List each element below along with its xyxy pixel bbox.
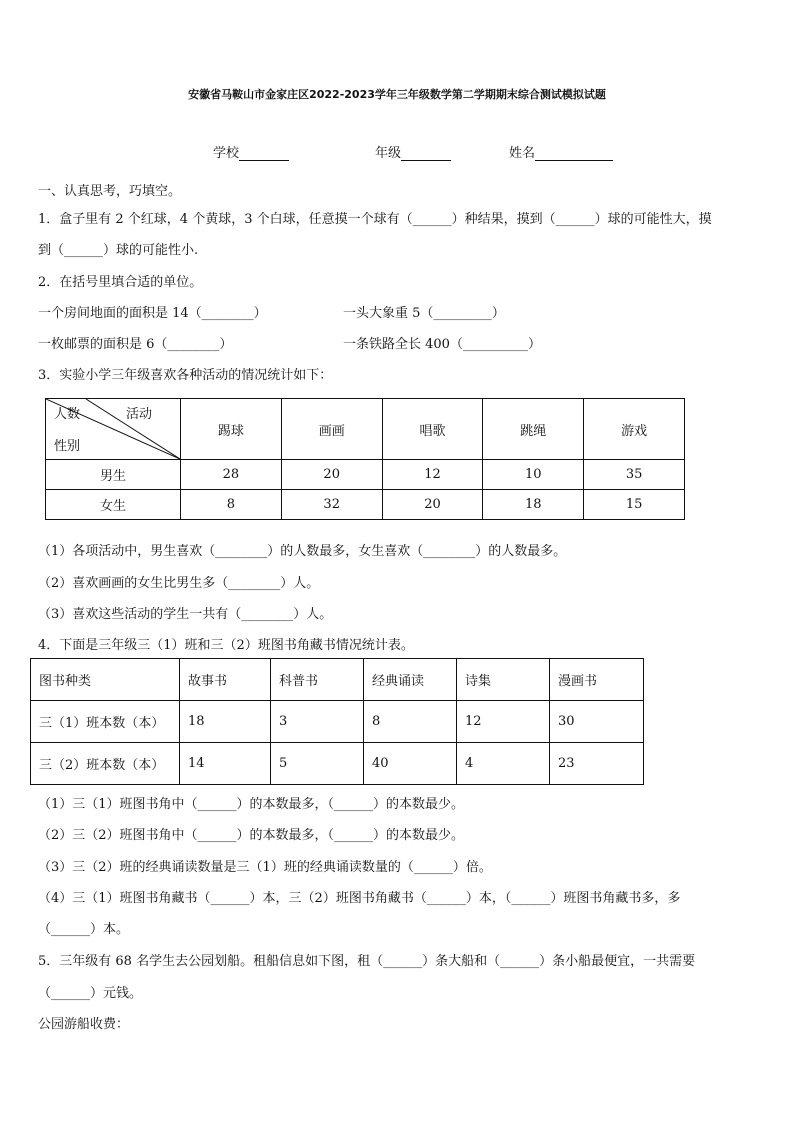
book-table bbox=[30, 658, 644, 785]
header-cell: 唱歌 bbox=[382, 399, 483, 460]
q2-c: 一枚邮票的面积是 6（________） bbox=[38, 337, 233, 352]
table-cell: 40 bbox=[364, 743, 457, 785]
table-cell: 18 bbox=[483, 490, 584, 520]
q2-stem: 2．在括号里填合适的单位。 bbox=[38, 275, 203, 290]
grade-blank[interactable] bbox=[401, 146, 451, 161]
table-cell: 8 bbox=[181, 490, 282, 520]
q4-stem: 4．下面是三年级三（1）班和三（2）班图书角藏书情况统计表。 bbox=[38, 638, 414, 653]
header-cell: 故事书 bbox=[180, 659, 271, 701]
header-cell: 游戏 bbox=[584, 399, 685, 460]
school-blank[interactable] bbox=[239, 146, 289, 161]
table-cell: 18 bbox=[180, 701, 271, 743]
q3-sub-2: （2）喜欢画画的女生比男生多（________）人。 bbox=[38, 576, 320, 591]
table-cell: 8 bbox=[364, 701, 457, 743]
school-label: 学校 bbox=[213, 146, 240, 161]
q2-b: 一头大象重 5（_________） bbox=[343, 306, 505, 321]
name-field[interactable] bbox=[509, 142, 613, 161]
q5-line-1: 5．三年级有 68 名学生去公园划船。租船信息如下图，租（______）条大船和（______）条小船最便宜，一共需要 bbox=[38, 954, 696, 969]
q4-sub-2: （2）三（2）班图书角中（______）的本数最多，（______）的本数最少。 bbox=[38, 828, 465, 843]
table-cell: 20 bbox=[281, 460, 382, 490]
q4-sub-3: （3）三（2）班的经典诵读数量是三（1）班的经典诵读数量的（______）倍。 bbox=[38, 860, 492, 875]
header-cell: 画画 bbox=[281, 399, 382, 460]
q1-line-1: 1．盒子里有 2 个红球，4 个黄球，3 个白球，任意摸一个球有（______）种结果，摸到（______）球的可能性大，摸 bbox=[38, 212, 712, 227]
header-cell: 漫画书 bbox=[550, 659, 644, 701]
header-cell: 经典诵读 bbox=[364, 659, 457, 701]
table-cell: 5 bbox=[271, 743, 364, 785]
q3-sub-1: （1）各项活动中，男生喜欢（________）的人数最多，女生喜欢（________）的人数最多。 bbox=[38, 544, 567, 559]
name-label: 姓名 bbox=[509, 146, 536, 161]
grade-field[interactable] bbox=[375, 142, 451, 161]
q1-line-2: 到（______）球的可能性小. bbox=[38, 243, 199, 258]
q3-stem: 3．实验小学三年级喜欢各种活动的情况统计如下： bbox=[38, 368, 333, 383]
table-cell: 30 bbox=[550, 701, 644, 743]
table-cell: 20 bbox=[382, 490, 483, 520]
q5-line-3: 公园游船收费： bbox=[38, 1017, 130, 1032]
table-cell: 10 bbox=[483, 460, 584, 490]
table-cell: 35 bbox=[584, 460, 685, 490]
table-row bbox=[46, 490, 685, 520]
table-row bbox=[31, 743, 644, 785]
table-cell: 3 bbox=[271, 701, 364, 743]
q2-a: 一个房间地面的面积是 14（________） bbox=[38, 306, 267, 321]
table-cell: 12 bbox=[382, 460, 483, 490]
corner-bottom-left: 性别 bbox=[54, 439, 81, 454]
table-cell: 28 bbox=[181, 460, 282, 490]
page-title: 安徽省马鞍山市金家庄区2022-2023学年三年级数学第二学期期末综合测试模拟试题 bbox=[188, 88, 606, 101]
corner-top-right: 活动 bbox=[126, 407, 153, 422]
activity-table bbox=[45, 398, 685, 520]
header-cell: 跳绳 bbox=[483, 399, 584, 460]
row-label: 三（2）班本数（本） bbox=[31, 743, 180, 785]
table-cell: 32 bbox=[281, 490, 382, 520]
row-label: 男生 bbox=[46, 460, 181, 490]
q5-line-2: （______）元钱。 bbox=[38, 986, 143, 1001]
table-cell: 12 bbox=[457, 701, 550, 743]
table-cell: 14 bbox=[180, 743, 271, 785]
q4-sub-1: （1）三（1）班图书角中（______）的本数最多，（______）的本数最少。 bbox=[38, 797, 465, 812]
section-1-heading: 一、认真思考，巧填空。 bbox=[38, 184, 182, 199]
row-label: 三（1）班本数（本） bbox=[31, 701, 180, 743]
grade-label: 年级 bbox=[375, 146, 402, 161]
corner-cell bbox=[46, 399, 181, 460]
table-cell: 23 bbox=[550, 743, 644, 785]
header-cell: 图书种类 bbox=[31, 659, 180, 701]
q3-sub-3: （3）喜欢这些活动的学生一共有（________）人。 bbox=[38, 607, 333, 622]
header-cell: 诗集 bbox=[457, 659, 550, 701]
name-blank[interactable] bbox=[535, 146, 613, 161]
table-row bbox=[31, 701, 644, 743]
header-cell: 踢球 bbox=[181, 399, 282, 460]
q4-sub-4-line-1: （4）三（1）班图书角藏书（______）本，三（2）班图书角藏书（______）本，（______）班图书角藏书多，多 bbox=[38, 891, 681, 906]
table-row bbox=[46, 460, 685, 490]
q2-d: 一条铁路全长 400（__________） bbox=[343, 337, 541, 352]
row-label: 女生 bbox=[46, 490, 181, 520]
table-row bbox=[46, 399, 685, 460]
header-cell: 科普书 bbox=[271, 659, 364, 701]
q4-sub-4-line-2: （______）本。 bbox=[38, 922, 130, 937]
corner-top-left: 人数 bbox=[54, 407, 81, 422]
table-row bbox=[31, 659, 644, 701]
table-cell: 15 bbox=[584, 490, 685, 520]
school-field[interactable] bbox=[213, 142, 289, 161]
table-cell: 4 bbox=[457, 743, 550, 785]
